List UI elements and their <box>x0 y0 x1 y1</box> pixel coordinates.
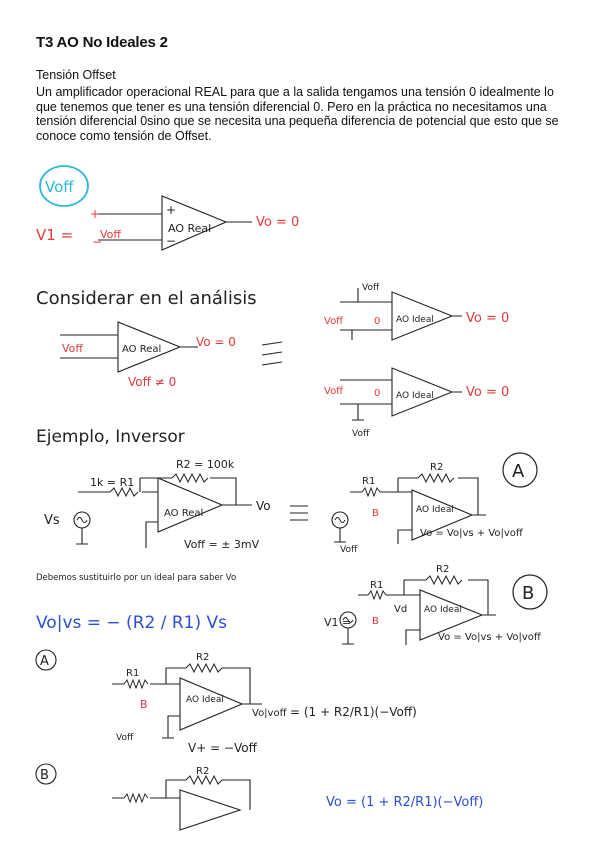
label-a: A <box>40 654 49 669</box>
v1-label: V1 = <box>36 226 74 244</box>
voff-label: Voff <box>340 545 358 555</box>
zero-label: 0 <box>374 316 381 327</box>
superposition-a: Vo = Vo|vs + Vo|voff <box>420 528 523 539</box>
ao-ideal-label: AO Ideal <box>396 315 434 325</box>
r1-label: R1 <box>362 476 376 487</box>
r1-label: R1 <box>126 668 140 679</box>
r2-label: R2 <box>196 766 210 777</box>
minus-sign: − <box>92 235 103 249</box>
ao-real-label: AO Real <box>168 222 212 235</box>
r2-value-label: R2 = 100k <box>176 458 235 471</box>
voff-bubble-text: Voff <box>45 178 74 196</box>
superposition-b: Vo = Vo|vs + Vo|voff <box>438 632 541 643</box>
ao-ideal-label: AO Ideal <box>424 605 462 615</box>
voff-label: Voff <box>352 429 370 439</box>
vo-output-label: Vo = 0 <box>256 215 300 230</box>
ao-real-label: AO Real <box>122 344 162 355</box>
label-b: B <box>522 583 535 604</box>
r2-label: R2 <box>436 564 450 575</box>
vo-label: Vo <box>256 499 271 513</box>
v1-label: V1 = <box>324 616 352 629</box>
vo-output-label: Vo = 0 <box>196 335 236 349</box>
vs-label: Vs <box>44 513 60 528</box>
voff-label: Voff <box>324 386 344 397</box>
label-b-red: B <box>372 508 379 519</box>
minus-sign: − <box>166 234 177 248</box>
ao-real-label: AO Real <box>164 508 204 519</box>
gain-expression: = (1 + R2/R1)(−Voff) <box>290 705 417 719</box>
label-a: A <box>512 461 525 482</box>
vd-label: Vd <box>394 604 408 615</box>
intro-paragraph: Un amplificador operacional REAL para que a la salida tengamos una tensión 0 idealmente lo que tenemos que tener es una tensión diferencial 0. Pero en la práctica no necesitamos una tensión diferencial 0sino que se necesita una pequeña diferencia de potencial que esto que se conoce como tensión de Offset. <box>36 85 559 143</box>
voff-label: Voff <box>362 283 380 293</box>
ao-ideal-label: AO Ideal <box>186 695 224 705</box>
r2-label: R2 <box>430 462 444 473</box>
r1-value-label: 1k = R1 <box>90 476 135 489</box>
debemos-text: Debemos sustituirlo por un ideal para saber Vo <box>36 573 237 583</box>
section-heading: Tensión Offset <box>36 68 116 82</box>
page-title: T3 AO No Ideales 2 <box>36 34 168 51</box>
label-b-red: B <box>372 616 379 627</box>
voff-label: Voff <box>116 733 134 743</box>
voff-label: Voff <box>324 316 344 327</box>
r2-label: R2 <box>196 652 210 663</box>
considerar-text: Considerar en el análisis <box>36 288 257 309</box>
vo-vs-formula: Vo|vs = − (R2 / R1) Vs <box>36 613 228 633</box>
vplus-label: V+ = −Voff <box>188 741 257 755</box>
ejemplo-text: Ejemplo, Inversor <box>36 427 185 447</box>
vo-output-label: Vo = 0 <box>466 311 510 326</box>
voff-label: Voff <box>62 342 83 355</box>
label-b-red: B <box>140 698 148 711</box>
zero-label: 0 <box>374 388 381 399</box>
ao-ideal-label: AO Ideal <box>416 505 454 515</box>
vo-output-label: Vo = 0 <box>466 385 510 400</box>
ao-ideal-label: AO Ideal <box>396 391 434 401</box>
voff-ne-0-label: Voff ≠ 0 <box>128 375 177 389</box>
voff-label: Voff <box>100 228 121 241</box>
plus-sign: + <box>90 207 101 221</box>
bottom-formula: Vo = (1 + R2/R1)(−Voff) <box>326 795 484 810</box>
voff-value-label: Voff = ± 3mV <box>184 538 260 551</box>
vo-voff-label: Vo|voff <box>252 708 287 719</box>
plus-sign: + <box>166 203 177 217</box>
r1-label: R1 <box>370 580 384 591</box>
label-b: B <box>40 768 49 783</box>
